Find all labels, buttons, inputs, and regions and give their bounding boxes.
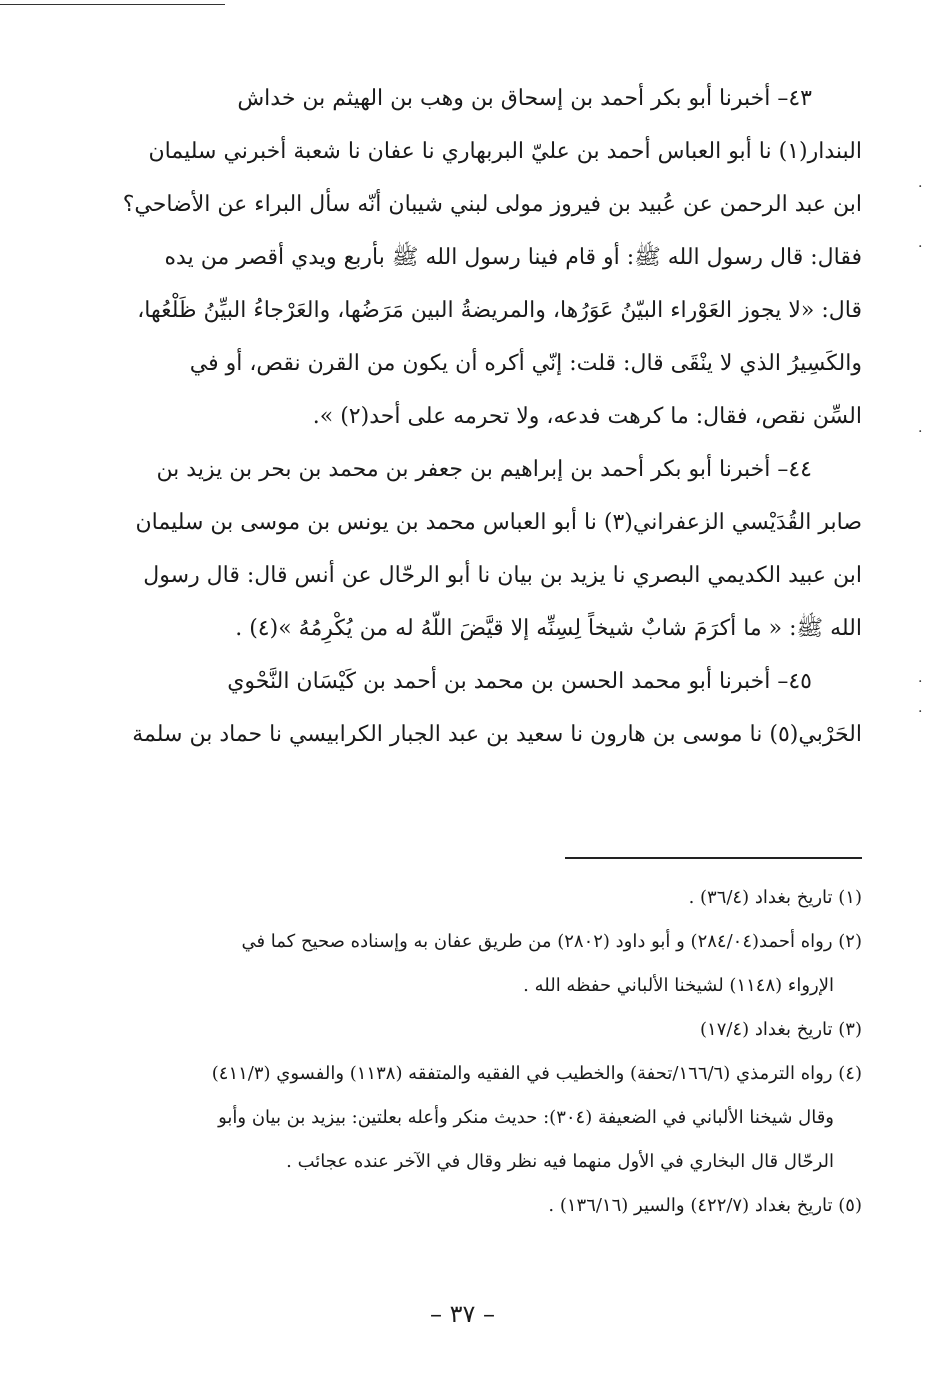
text-line: البندار(١) نا أبو العباس أحمد بن عليّ البربهاري نا عفان نا شعبة أخبرني سليمان xyxy=(148,139,862,164)
paragraph-first-line: ٤٣– أخبرنا أبو بكر أحمد بن إسحاق بن وهب بن الهيثم بن خداش xyxy=(237,86,812,111)
text-line: الحَرْبي(٥) نا موسى بن هارون نا سعيد بن عبد الجبار الكرابيسي نا حماد بن سلمة xyxy=(132,722,862,747)
footnote-continuation: وقال شيخنا الألباني في الضعيفة (٣٠٤): حديث منكر وأعله بعلتين: بيزيد بن بيان وأبو xyxy=(218,1107,834,1128)
footnote-continuation: الإرواء (١١٤٨) لشيخنا الألباني حفظه الله . xyxy=(523,975,834,996)
paragraph-first-line: ٤٤– أخبرنا أبو بكر أحمد بن إبراهيم بن جعفر بن محمد بن بحر بن يزيد بن xyxy=(156,457,812,482)
footnote: (٣) تاريخ بغداد (١٧/٤) xyxy=(700,1019,862,1040)
margin-mark: . xyxy=(918,700,923,716)
paragraph-first-line: ٤٥– أخبرنا أبو محمد الحسن بن محمد بن أحمد بن كَيْسَان النَّحْوي xyxy=(227,669,812,694)
text-line: فقال: قال رسول الله ﷺ: أو قام فينا رسول الله ﷺ بأربع ويدي أقصر من يده xyxy=(164,245,862,270)
text-line: ابن عبد الرحمن عن عُبيد بن فيروز مولى لبني شيبان أنّه سأل البراء عن الأضاحي؟ xyxy=(122,192,862,217)
margin-mark: . xyxy=(918,420,923,436)
text-line: قال: «لا يجوز العَوْراء البيّنُ عَوَرُها، والمريضةُ البين مَرَضُها، والعَرْجاءُ البيِّنُ ظَلْعُها، xyxy=(137,298,862,323)
footnote-continuation: الرحّال قال البخاري في الأول منهما فيه نظر وقال في الآخر عنده عجائب . xyxy=(286,1151,834,1172)
footnote: (٤) رواه الترمذي (١٦٦/٦/تحفة) والخطيب في الفقيه والمتفقه (١١٣٨) والفسوي (٤١١/٣) xyxy=(211,1063,862,1084)
footnote-separator xyxy=(565,857,862,859)
text-line: والكَسِيرُ الذي لا ينْقَى قال: قلت: إنّي أكره أن يكون من القرن نقص، أو في xyxy=(189,351,862,376)
text-line: السِّن نقص، فقال: ما كرهت فدعه، ولا تحرمه على أحد(٢) ». xyxy=(312,404,862,429)
page-number: – ٣٧ – xyxy=(429,1300,496,1328)
footnotes xyxy=(70,876,862,1228)
footnote: (٥) تاريخ بغداد (٤٢٢/٧) والسير (١٣٦/١٦) . xyxy=(548,1195,862,1216)
top-rule xyxy=(0,4,225,5)
main-text xyxy=(70,72,862,761)
footnote: (١) تاريخ بغداد (٣٦/٤) . xyxy=(688,887,862,908)
footnote: (٢) رواه أحمد(٢٨٤/٠٤) و أبو داود (٢٨٠٢) من طريق عفان به وإسناده صحيح كما في xyxy=(241,931,862,952)
margin-mark: . xyxy=(918,670,923,686)
margin-mark: . xyxy=(918,235,923,251)
text-line: صابر القُدَيْسي الزعفراني(٣) نا أبو العباس محمد بن يونس بن موسى بن سليمان xyxy=(135,510,862,535)
margin-mark: . xyxy=(918,175,923,191)
text-line: ابن عبيد الكديمي البصري نا يزيد بن بيان نا أبو الرحّال عن أنس قال: قال رسول xyxy=(143,563,862,588)
text-line: الله ﷺ: « ما أكرَمَ شابٌ شيخاً لِسِنِّه إلا قيَّضَ اللّهُ له من يُكْرِمُهُ »(٤) . xyxy=(235,616,862,641)
